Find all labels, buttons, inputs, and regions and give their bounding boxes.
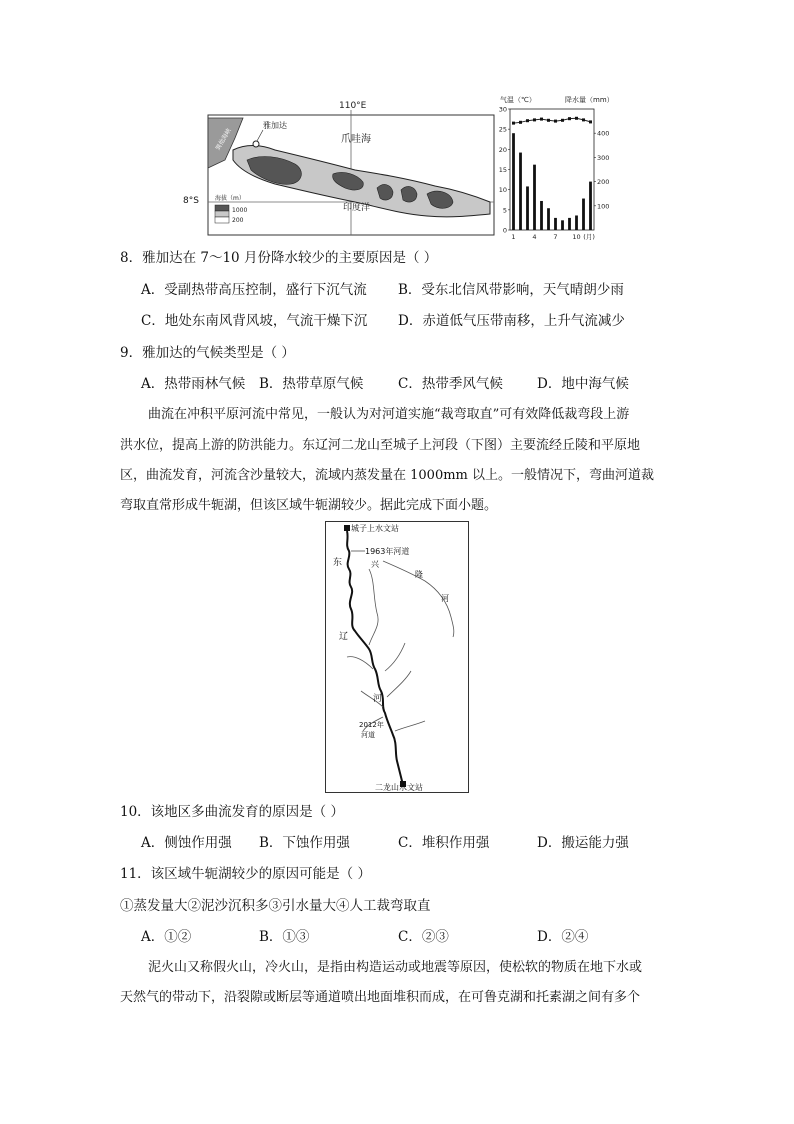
precip-bar	[533, 165, 536, 230]
month-ticks	[511, 233, 594, 241]
precip-tick-label: 300	[597, 153, 610, 162]
q10-option-d: D．搬运能力强	[537, 835, 629, 851]
q11-option-b: B．①③	[259, 929, 310, 945]
year-2012-label: 2012年	[359, 721, 384, 729]
strait-label: 巽他海峡	[214, 127, 233, 152]
temp-point	[561, 119, 564, 122]
legend-1000: 1000	[232, 207, 248, 214]
river-map-figure	[325, 521, 469, 793]
precip-tick-label: 200	[597, 178, 610, 187]
precip-bar	[554, 218, 557, 230]
precip-tick-label: 400	[597, 129, 610, 138]
bottom-station-label: 二龙山水文站	[375, 783, 423, 792]
month-tick-label: 1	[511, 233, 516, 241]
precip-bar	[526, 186, 529, 230]
passage1-line1: 曲流在冲积平原河流中常见，一般认为对河道实施“裁弯取直”可有效降低裁弯段上游	[148, 407, 630, 422]
temp-point	[582, 118, 585, 121]
legend-swatch-low	[215, 217, 229, 223]
month-tick-label: 7	[553, 233, 558, 241]
legend-swatch-high	[215, 205, 229, 211]
temp-point	[533, 118, 536, 121]
q10-option-c: C．堆积作用强	[398, 835, 490, 851]
river-way-label: 河道	[361, 731, 375, 739]
q10-option-b: B．下蚀作用强	[259, 835, 350, 851]
q9-stem: 9．雅加达的气候类型是（ ）	[120, 345, 295, 361]
temp-point	[526, 119, 529, 122]
q9-option-d: D．地中海气候	[537, 376, 629, 392]
q8-option-c: C．地处东南风背风坡，气流干燥下沉	[141, 313, 368, 329]
q9-option-c: C．热带季风气候	[398, 376, 503, 392]
q11-stem: 11．该区域牛轭湖较少的原因可能是（ ）	[120, 866, 371, 882]
precip-bar	[561, 220, 564, 230]
q9-option-b: B．热带草原气候	[259, 376, 364, 392]
temp-tick-label: 20	[498, 145, 507, 154]
temp-point	[519, 121, 522, 124]
elevation-legend	[215, 194, 247, 224]
temp-axis-title: 气温（℃）	[500, 96, 536, 104]
city-label: 雅加达	[263, 121, 287, 130]
label-dong: 东	[333, 558, 343, 568]
q10-stem: 10．该地区多曲流发育的原因是（ ）	[120, 804, 344, 820]
plot-area	[510, 109, 594, 230]
precip-bar	[540, 201, 543, 230]
jakarta-marker	[253, 141, 259, 147]
temp-tick-label: 5	[502, 206, 507, 215]
label-liao: 辽	[339, 632, 349, 642]
sea-label: 爪哇海	[341, 134, 371, 145]
temp-point	[547, 119, 550, 122]
year-1963-label: 1963年河道	[365, 547, 410, 556]
precip-tick-label: 100	[597, 202, 610, 211]
q8-stem: 8．雅加达在 7～10 月份降水较少的主要原因是（ ）	[120, 250, 438, 266]
q11-option-c: C．②③	[398, 929, 449, 945]
passage2-line1: 泥火山又称假火山，冷火山，是指由构造运动或地震等原因，使松软的物质在地下水或	[148, 960, 643, 975]
precip-bar	[519, 153, 522, 230]
q8-option-d: D．赤道低气压带南移，上升气流减少	[398, 313, 625, 329]
q8-option-b: B．受东北信风带影响，天气晴朗少雨	[398, 282, 624, 298]
label-trib-he: 河	[441, 594, 449, 603]
month-tick-label: (月)	[583, 233, 595, 241]
lat-8s-label: 8°S	[183, 196, 199, 206]
q11-items: ①蒸发量大②泥沙沉积多③引水量大④人工裁弯取直	[120, 898, 431, 914]
precip-bar	[582, 199, 585, 230]
passage2-line2: 天然气的带动下，沿裂隙或断层等通道喷出地面堆积而成，在可鲁克湖和托素湖之间有多个	[120, 990, 641, 1005]
label-long: 隆	[415, 570, 423, 579]
precip-bar	[589, 182, 592, 230]
temp-point	[589, 120, 592, 123]
precip-bar	[547, 208, 550, 230]
precip-bar	[575, 215, 578, 230]
temp-point	[568, 117, 571, 120]
precip-bar	[568, 218, 571, 230]
temp-tick-label: 0	[502, 226, 507, 235]
q8-option-a: A．受副热带高压控制，盛行下沉气流	[141, 282, 367, 298]
temp-point	[575, 117, 578, 120]
label-xing: 兴	[371, 560, 379, 569]
legend-title: 海拔（m）	[215, 195, 245, 202]
passage1-line2: 洪水位，提高上游的防洪能力。东辽河二龙山至城子上河段（下图）主要流经丘陵和平原地	[120, 438, 641, 453]
label-main-he: 河	[373, 694, 383, 704]
temp-point	[540, 118, 543, 121]
month-tick-label: 10	[572, 233, 581, 241]
q9-option-a: A．热带雨林气候	[141, 376, 246, 392]
precip-ticks	[594, 130, 609, 211]
ocean-label: 印度洋	[343, 203, 371, 213]
temp-tick-label: 25	[498, 125, 507, 134]
temp-point	[554, 120, 557, 123]
temp-point	[512, 122, 515, 125]
legend-swatch-mid	[215, 211, 229, 217]
temp-tick-label: 15	[498, 166, 507, 174]
climate-chart-figure	[494, 93, 614, 245]
precip-axis-title: 降水量（mm）	[565, 96, 614, 104]
precip-bar	[512, 133, 515, 230]
passage1-line4: 弯取直常形成牛轭湖，但该区域牛轭湖较少。据此完成下面小题。	[120, 498, 498, 513]
longitude-label: 110°E	[339, 101, 367, 111]
temp-tick-label: 30	[498, 105, 507, 114]
temp-tick-label: 10	[498, 186, 507, 195]
top-station-marker	[344, 525, 350, 531]
q10-option-a: A．侧蚀作用强	[141, 835, 232, 851]
climate-chart-svg	[494, 93, 614, 245]
q11-option-d: D．②④	[537, 929, 589, 945]
temp-ticks	[499, 106, 510, 235]
legend-200: 200	[232, 217, 244, 224]
month-tick-label: 4	[532, 233, 537, 241]
highland-east-2	[401, 187, 417, 202]
java-map-figure	[205, 98, 497, 238]
river-map-svg	[325, 521, 469, 793]
java-map-svg	[205, 98, 497, 238]
q11-option-a: A．①②	[141, 929, 192, 945]
top-station-label: 城子上水文站	[351, 524, 399, 533]
passage1-line3: 区，曲流发育，河流含沙量较大，流域内蒸发量在 1000mm 以上。一般情况下，弯曲河道裁	[120, 468, 655, 483]
